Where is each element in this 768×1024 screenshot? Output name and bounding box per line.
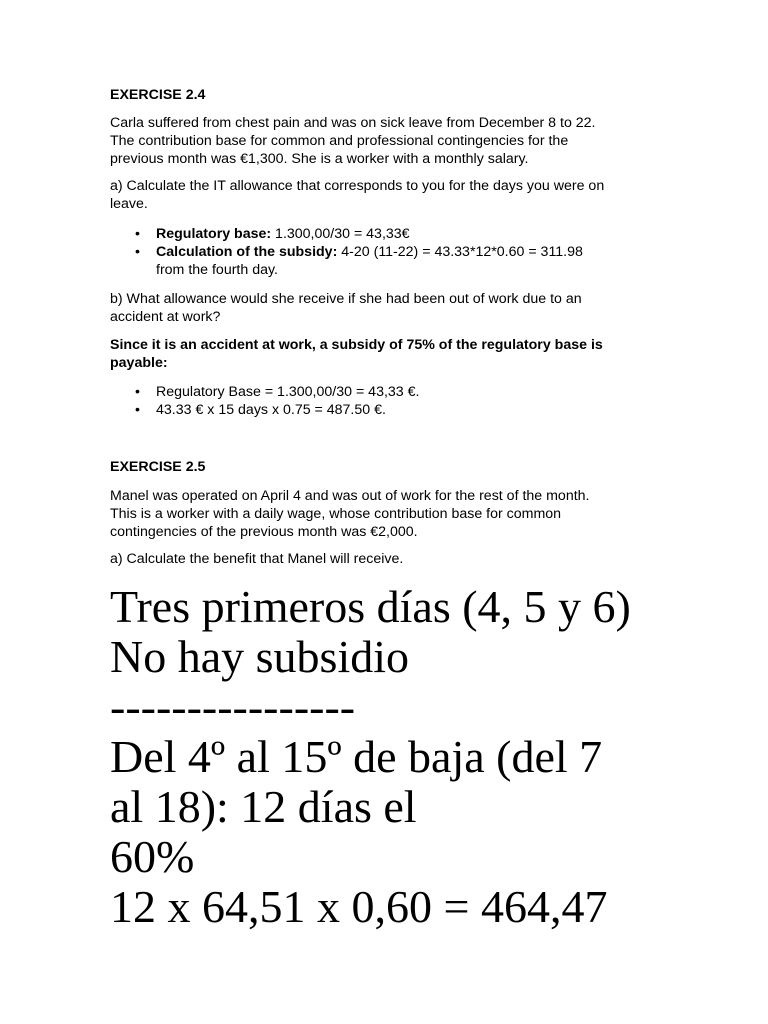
exercise-2-5-statement	[110, 487, 590, 541]
question-line: a) Calculate the IT allowance that corresponds to you for the days you were on	[110, 178, 605, 194]
bullet-text: 1.300,00/30 = 43,33€	[271, 226, 410, 242]
list-item: • Regulatory Base = 1.300,00/30 = 43,33 €.	[156, 383, 676, 401]
bullet-text: 4-20 (11-22) = 43.33*12*0.60 = 311.98	[337, 244, 583, 260]
statement-line: contingencies of the previous month was €2,000.	[110, 524, 418, 540]
answer-line: 12 x 64,51 x 0,60 = 464,47	[110, 881, 608, 932]
exercise-2-5-question-a: a) Calculate the benefit that Manel will receive.	[110, 551, 404, 567]
answer-a-list	[110, 225, 676, 279]
statement-line: This is a worker with a daily wage, whose contribution base for common	[110, 506, 562, 522]
list-item	[156, 243, 676, 279]
answer-separator: ----------------	[110, 681, 356, 732]
heading-line: Since it is an accident at work, a subsidy of 75% of the regulatory base is	[110, 337, 603, 353]
statement-line: The contribution base for common and professional contingencies for the	[110, 133, 569, 149]
bullet-label: Regulatory base:	[156, 226, 272, 242]
bullet-text-continued: from the fourth day.	[156, 262, 278, 278]
question-line: leave.	[110, 196, 148, 212]
statement-line: Manel was operated on April 4 and was out of work for the rest of the month.	[110, 488, 590, 504]
statement-line: Carla suffered from chest pain and was on sick leave from December 8 to 22.	[110, 115, 596, 131]
answer-b-heading	[110, 336, 603, 372]
answer-line: Del 4º al 15º de baja (del 7	[110, 731, 603, 782]
question-line: b) What allowance would she receive if she had been out of work due to an	[110, 291, 582, 307]
list-item: • 43.33 € x 15 days x 0.75 = 487.50 €.	[156, 401, 676, 419]
list-item	[156, 225, 676, 243]
answer-line: No hay subsidio	[110, 631, 409, 682]
answer-block	[110, 582, 631, 932]
exercise-2-4-question-b	[110, 290, 582, 326]
statement-line: previous month was €1,300. She is a worker with a monthly salary.	[110, 151, 529, 167]
exercise-2-4-title: EXERCISE 2.4	[110, 87, 206, 103]
heading-line: payable:	[110, 355, 168, 371]
exercise-2-5-title: EXERCISE 2.5	[110, 459, 206, 475]
answer-line: Tres primeros días (4, 5 y 6)	[110, 581, 631, 632]
answer-line: al 18): 12 días el	[110, 781, 417, 832]
exercise-2-4-statement	[110, 114, 596, 168]
answer-b-list	[110, 383, 676, 419]
exercise-2-4-question-a	[110, 177, 604, 213]
answer-line: 60%	[110, 831, 195, 882]
bullet-label: Calculation of the subsidy:	[156, 244, 338, 260]
question-line: accident at work?	[110, 309, 221, 325]
